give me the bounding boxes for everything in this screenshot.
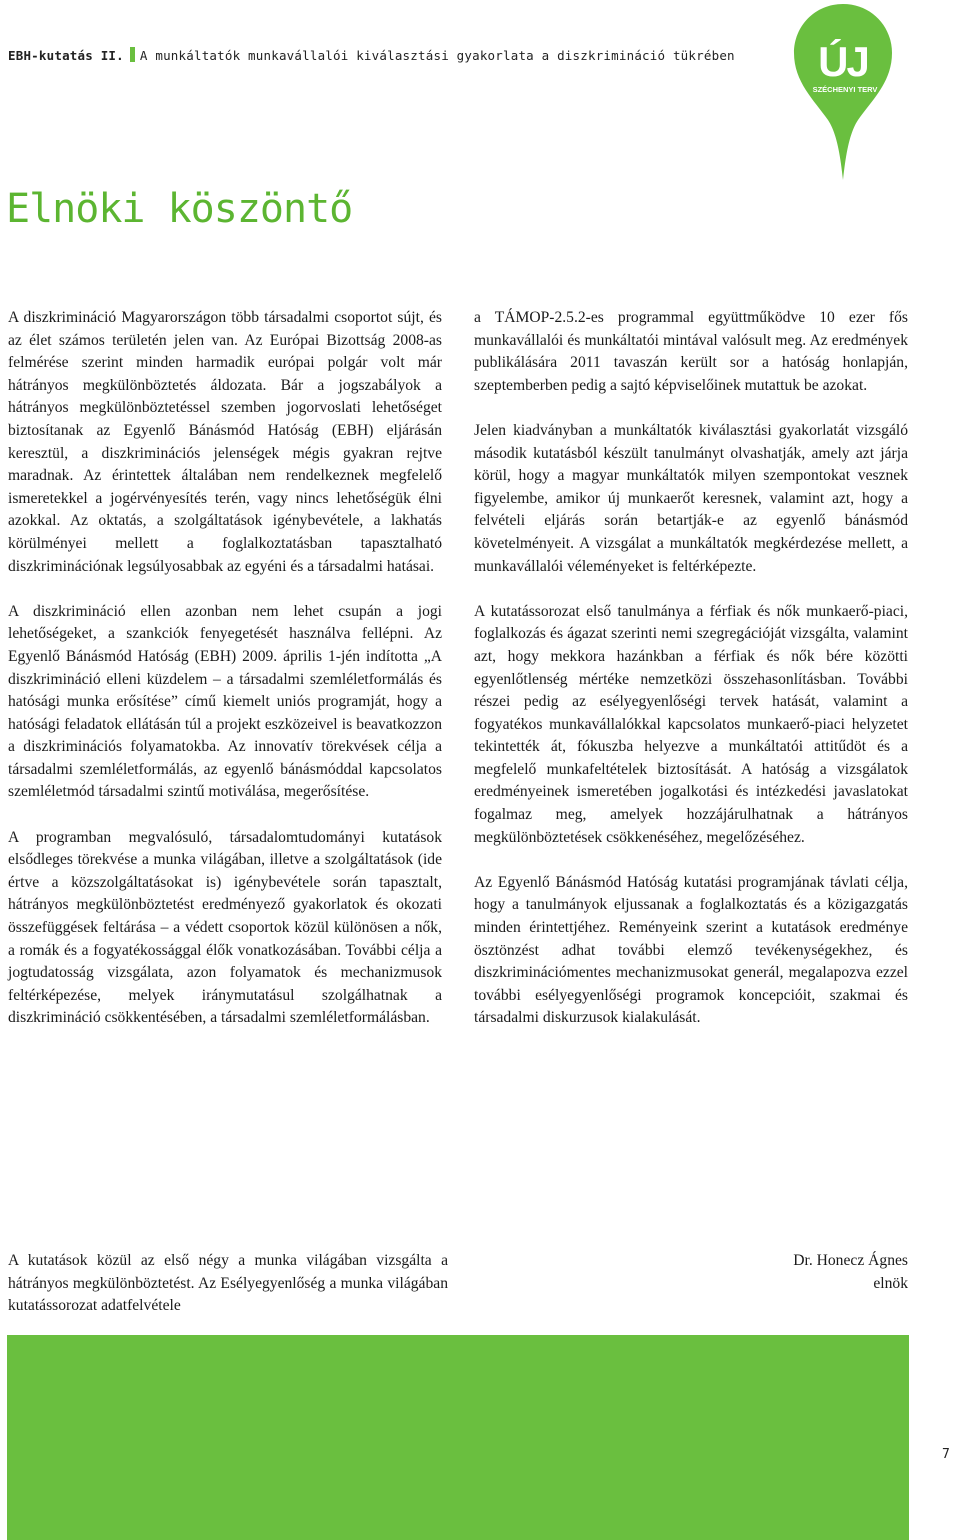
- paragraph: A diszkrimináció Magyarországon több társadalmi csoportot sújt, és az élet számos területén jelen van. Az Európai Bizottság 2008-as felmérése szerint minden harmadik európai polgár volt már hátrányos megkülönböztetés áldozata. Bár a jogszabályok a hátrányos megkülönböztetéssel szemben jogorvoslati lehetőséget biztosítanak az Egyenlő Bánásmód Hatóság (EBH) eljárásán keresztül, a diszkriminációs jelenségek mégis gyakran rejtve maradnak. Az érintettek általában nem rendelkeznek megfelelő ismeretekkel a jogérvényesítés terén, vagy nincs lehetőségük élni azokkal. Az oktatás, a szolgáltatások igénybevétele, a lakhatás körülményei mellett a foglalkoztatásban tapasztalható diszkriminációnak legsúlyosabbak az egyéni és a társadalmi hatásai.: [8, 309, 442, 575]
- page-number: 7: [942, 1447, 950, 1462]
- running-header: [8, 47, 735, 63]
- series-title: EBH-kutatás II.: [8, 48, 124, 63]
- right-column: [474, 307, 908, 1053]
- paragraph: a TÁMOP-2.5.2-es programmal együttműködve 10 ezer fős munkavállalói és munkáltatói mintával valósult meg. Az eredmények publikálására 2011 tavaszán került sor a hatóság honlapján, szeptemberben pedig a sajtó képviselőinek mutattuk be azokat.: [474, 309, 908, 394]
- page-title: Elnöki köszöntő: [6, 186, 353, 232]
- signature-name: Dr. Honecz Ágnes: [793, 1252, 908, 1269]
- paragraph: A programban megvalósuló, társadalomtudományi kutatások elsődleges törekvése a munka világában, illetve a szolgáltatások (ide értve a közszolgáltatásokat is) igénybevétele során tapasztalt, hátrányos megkülönböztetést eredményező gyakorlatok és okozati összefüggések feltárása – a védett csoportok közül különösen a nők, a romák és a fogyatékossággal élők vonatkozásában. További célja a jogtudatosság vizsgálata, azon folyamatok és mechanizmusok feltérképezése, melyek iránymutatásul szolgálhatnak a diszkrimináció csökkentésében, a társadalmi szemléletformálásban.: [8, 828, 442, 1027]
- logo-sub-text: SZÉCHENYI TERV: [812, 85, 878, 94]
- paragraph: A diszkrimináció ellen azonban nem lehet csupán a jogi lehetőségeket, a szankciók fenyegetését használva fellépni. Az Egyenlő Bánásmód Hatóság (EBH) 2009. április 1-jén indította „A diszkrimináció elleni küzdelem – a társadalmi szemléletformálás és hatósági munka erősítése” című kiemelt uniós programját, hogy a hatósági feladatok ellátásán túl a projekt eszközeivel is beavatkozzon a diszkriminációs folyamatokba. Az innovatív törekvések célja a társadalmi szemléletformálás, az egyenlő bánásmóddal kapcsolatos szemléletmód társadalmi szintű motiválása, megerősítése.: [8, 602, 442, 801]
- paragraph: Az Egyenlő Bánásmód Hatóság kutatási programjának távlati célja, hogy a tanulmányok eljussanak a foglalkoztatás és a közigazgatás minden érintettjéhez. Reményeink szerint a kutatások eredménye ösztönzést adhat további elemző tevékenységekhez, és diszkriminációmentes mechanizmusokat generál, megalapozva ezzel további esélyegyenlőségi programok koncepcióit, szakmai és társadalmi diskurzusok kialakulását.: [474, 873, 908, 1027]
- header-subtitle: A munkáltatók munkavállalói kiválasztási gyakorlata a diszkrimináció tükrében: [139, 48, 735, 63]
- header-separator: [130, 47, 135, 62]
- uj-szechenyi-terv-logo: [792, 2, 894, 182]
- signature-role: elnök: [873, 1274, 908, 1292]
- left-column: [8, 307, 442, 1053]
- signature-block: [600, 1250, 908, 1295]
- paragraph: Jelen kiadványban a munkáltatók kiválasztási gyakorlatát vizsgáló második kutatásból készült tanulmányt olvashatják, amely azt járja körül, hogy a magyar munkáltatók milyen szempontokat vesznek figyelembe, amikor új munkaerőt keresnek, valamint azt, hogy a felvételi eljárás során betartják-e az egyenlő bánásmód követelményeit. A vizsgálat a munkáltatók megkérdezése mellett, a munkavállalói véleményeket is feltérképezte.: [474, 421, 908, 575]
- paragraph: A kutatássorozat első tanulmánya a férfiak és nők munkaerő-piaci, foglalkozás és ágazat szerinti nemi szegregációját vizsgálta, valamint azt, hogy mekkora hazánkban a férfiak és nők bére közötti egyenlőtlenség mértéke nemzetközi összehasonlításban. További részei pedig az esélyegyenlőségi tervek hatását, valamint a fogyatékos munkavállalókkal kapcsolatos munkaerő-piaci helyzetet tekintették át, fókuszba helyezve a munkáltatói attitűdöt és a megfelelő munkafeltételek biztosítását. A hatóság a vizsgálatok eredményeinek ismeretében jogalkotási és intézkedési javaslatokat fogalmaz meg, amelyek hozzájárulhatnak a hátrányos megkülönböztetések csökkenéséhez, megelőzéséhez.: [474, 602, 908, 846]
- decorative-green-box: [7, 1335, 909, 1540]
- footnote: A kutatások közül az első négy a munka világában vizsgálta a hátrányos megkülönböztetést. Az Esélyegyenlőség a munka világában kutatássorozat adatfelvétele: [8, 1252, 448, 1315]
- logo-main-text: ÚJ: [818, 38, 868, 85]
